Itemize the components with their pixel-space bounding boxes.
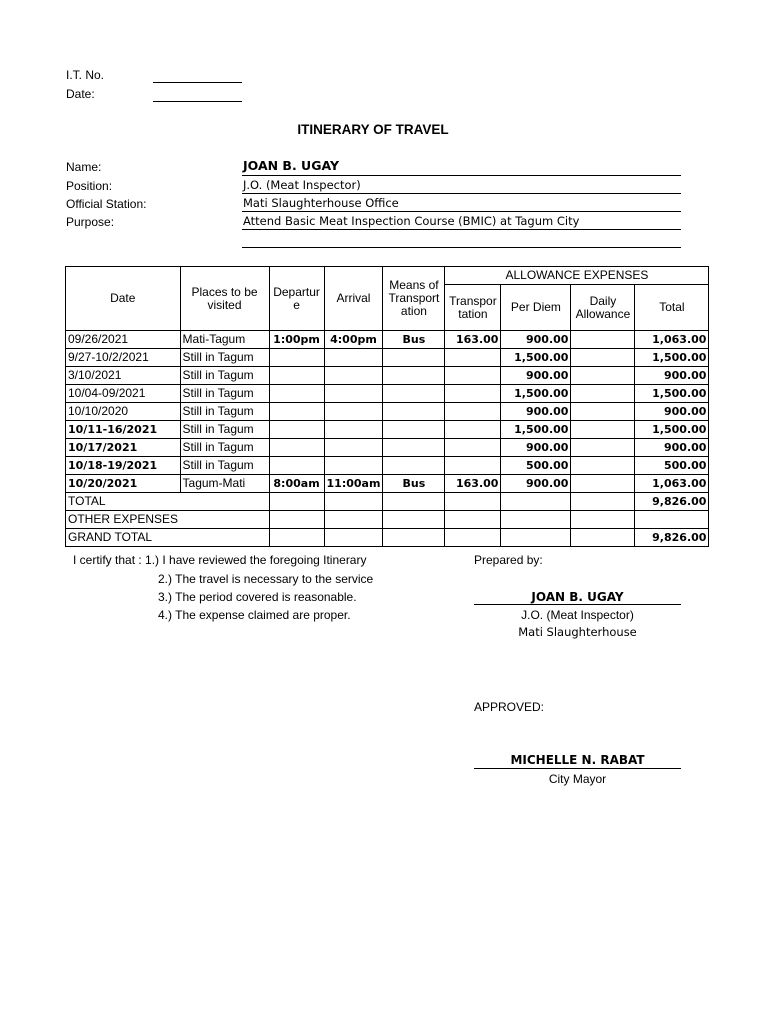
header-total: Total: [635, 285, 709, 331]
row-arrival: [324, 385, 383, 403]
row-means: [383, 421, 445, 439]
row-means: Bus: [383, 331, 445, 349]
table-row: [66, 385, 709, 403]
itinerary-table: [65, 266, 709, 547]
row-transpo: [445, 403, 501, 421]
purpose-line-2: [242, 247, 681, 248]
prepared-position: J.O. (Meat Inspector): [521, 608, 634, 622]
row-place: Tagum-Mati: [180, 475, 269, 493]
position-value: J.O. (Meat Inspector): [243, 178, 361, 192]
header-transportation: Transpor tation: [445, 285, 501, 331]
other-empty: [269, 511, 324, 529]
row-daily: [571, 367, 635, 385]
row-total: 1,063.00: [635, 475, 709, 493]
row-departure: 1:00pm: [269, 331, 324, 349]
row-means: [383, 403, 445, 421]
row-daily: [571, 349, 635, 367]
row-arrival: [324, 367, 383, 385]
row-means: [383, 439, 445, 457]
row-place: Still in Tagum: [180, 385, 269, 403]
row-per-diem: 500.00: [501, 457, 571, 475]
table-row: [66, 475, 709, 493]
header-places: Places to be visited: [180, 267, 269, 331]
row-transpo: [445, 439, 501, 457]
it-no-line: [153, 82, 242, 83]
total-empty: [383, 493, 445, 511]
purpose-label: Purpose:: [66, 215, 115, 229]
position-label: Position:: [66, 179, 113, 193]
other-value: [635, 511, 709, 529]
other-expenses-row: [66, 511, 709, 529]
row-total: 900.00: [635, 439, 709, 457]
row-departure: [269, 349, 324, 367]
header-means: Means of Transport ation: [383, 267, 445, 331]
prepared-name: JOAN B. UGAY: [531, 590, 624, 604]
row-date: 10/04-09/2021: [66, 385, 181, 403]
row-per-diem: 1,500.00: [501, 385, 571, 403]
date-line: [153, 101, 242, 102]
approved-position: City Mayor: [548, 772, 607, 786]
purpose-line: [242, 229, 681, 230]
row-per-diem: 900.00: [501, 475, 571, 493]
name-label: Name:: [66, 160, 102, 174]
row-per-diem: 1,500.00: [501, 349, 571, 367]
header-allowance: ALLOWANCE EXPENSES: [445, 267, 709, 285]
approved-signature-line: [474, 768, 681, 769]
total-empty: [571, 493, 635, 511]
other-empty: [501, 511, 571, 529]
row-date: 3/10/2021: [66, 367, 181, 385]
row-transpo: [445, 457, 501, 475]
row-means: Bus: [383, 475, 445, 493]
position-line: [242, 193, 681, 194]
certify-line-2: 2.) The travel is necessary to the service: [158, 572, 374, 586]
approved-name: MICHELLE N. RABAT: [510, 753, 645, 767]
grand-empty: [571, 529, 635, 547]
row-place: Still in Tagum: [180, 457, 269, 475]
row-total: 1,063.00: [635, 331, 709, 349]
header-row-1: [66, 267, 709, 285]
header-arrival: Arrival: [324, 267, 383, 331]
table-row: [66, 421, 709, 439]
header-per-diem: Per Diem: [501, 285, 571, 331]
row-departure: 8:00am: [269, 475, 324, 493]
prepared-office: Mati Slaughterhouse: [518, 625, 637, 639]
row-daily: [571, 385, 635, 403]
total-label: TOTAL: [66, 493, 181, 511]
other-spacer: [180, 511, 269, 529]
station-line: [242, 211, 681, 212]
it-no-label: I.T. No.: [66, 68, 105, 82]
header-departure: Departur e: [269, 267, 324, 331]
other-empty: [383, 511, 445, 529]
grand-empty: [445, 529, 501, 547]
row-total: 1,500.00: [635, 385, 709, 403]
date-label: Date:: [66, 87, 95, 101]
row-means: [383, 367, 445, 385]
table-row: [66, 331, 709, 349]
table-row: [66, 439, 709, 457]
row-means: [383, 385, 445, 403]
row-transpo: 163.00: [445, 331, 501, 349]
row-total: 900.00: [635, 367, 709, 385]
other-empty: [324, 511, 383, 529]
row-arrival: [324, 421, 383, 439]
station-label: Official Station:: [66, 197, 147, 211]
total-empty: [445, 493, 501, 511]
row-departure: [269, 457, 324, 475]
row-per-diem: 900.00: [501, 403, 571, 421]
table-row: [66, 349, 709, 367]
row-date: 10/18-19/2021: [66, 457, 181, 475]
grand-total-value: 9,826.00: [635, 529, 709, 547]
row-place: Still in Tagum: [180, 439, 269, 457]
other-empty: [445, 511, 501, 529]
table-row: [66, 367, 709, 385]
row-means: [383, 457, 445, 475]
table-row: [66, 403, 709, 421]
row-departure: [269, 367, 324, 385]
row-departure: [269, 421, 324, 439]
grand-empty: [324, 529, 383, 547]
row-place: Still in Tagum: [180, 403, 269, 421]
grand-spacer: [180, 529, 269, 547]
row-date: 09/26/2021: [66, 331, 181, 349]
row-date: 10/11-16/2021: [66, 421, 181, 439]
total-empty: [324, 493, 383, 511]
purpose-value: Attend Basic Meat Inspection Course (BMIC) at Tagum City: [243, 214, 580, 228]
row-per-diem: 900.00: [501, 439, 571, 457]
station-value: Mati Slaughterhouse Office: [243, 196, 399, 210]
row-place: Still in Tagum: [180, 349, 269, 367]
name-line: [242, 175, 681, 176]
row-means: [383, 349, 445, 367]
total-spacer: [180, 493, 269, 511]
certify-line-3: 3.) The period covered is reasonable.: [158, 590, 357, 604]
row-daily: [571, 475, 635, 493]
total-empty: [269, 493, 324, 511]
row-transpo: [445, 349, 501, 367]
page-title: ITINERARY OF TRAVEL: [297, 122, 449, 137]
total-row: [66, 493, 709, 511]
row-transpo: [445, 421, 501, 439]
grand-empty: [383, 529, 445, 547]
row-arrival: [324, 349, 383, 367]
table-row: [66, 457, 709, 475]
row-daily: [571, 439, 635, 457]
row-transpo: [445, 367, 501, 385]
header-date: Date: [66, 267, 181, 331]
total-empty: [501, 493, 571, 511]
row-arrival: 4:00pm: [324, 331, 383, 349]
row-date: 10/17/2021: [66, 439, 181, 457]
row-departure: [269, 439, 324, 457]
header-daily: Daily Allowance: [571, 285, 635, 331]
other-label: OTHER EXPENSES: [66, 511, 181, 529]
row-departure: [269, 385, 324, 403]
row-daily: [571, 331, 635, 349]
row-per-diem: 1,500.00: [501, 421, 571, 439]
other-empty: [571, 511, 635, 529]
row-total: 1,500.00: [635, 421, 709, 439]
row-date: 10/10/2020: [66, 403, 181, 421]
grand-total-label: GRAND TOTAL: [66, 529, 181, 547]
row-total: 1,500.00: [635, 349, 709, 367]
row-arrival: [324, 457, 383, 475]
row-arrival: 11:00am: [324, 475, 383, 493]
row-date: 10/20/2021: [66, 475, 181, 493]
approved-label: APPROVED:: [474, 700, 545, 714]
prepared-signature-line: [474, 604, 681, 605]
row-transpo: [445, 385, 501, 403]
row-date: 9/27-10/2/2021: [66, 349, 181, 367]
row-place: Mati-Tagum: [180, 331, 269, 349]
name-value: JOAN B. UGAY: [243, 158, 339, 173]
row-departure: [269, 403, 324, 421]
row-daily: [571, 457, 635, 475]
grand-total-row: [66, 529, 709, 547]
row-total: 900.00: [635, 403, 709, 421]
row-per-diem: 900.00: [501, 331, 571, 349]
row-place: Still in Tagum: [180, 421, 269, 439]
total-value: 9,826.00: [635, 493, 709, 511]
row-transpo: 163.00: [445, 475, 501, 493]
certify-line-4: 4.) The expense claimed are proper.: [158, 608, 351, 622]
row-daily: [571, 421, 635, 439]
row-total: 500.00: [635, 457, 709, 475]
row-arrival: [324, 439, 383, 457]
row-per-diem: 900.00: [501, 367, 571, 385]
prepared-label: Prepared by:: [474, 553, 543, 567]
row-place: Still in Tagum: [180, 367, 269, 385]
grand-empty: [501, 529, 571, 547]
row-daily: [571, 403, 635, 421]
grand-empty: [269, 529, 324, 547]
certify-line-1: I certify that : 1.) I have reviewed the foregoing Itinerary: [73, 553, 367, 567]
row-arrival: [324, 403, 383, 421]
